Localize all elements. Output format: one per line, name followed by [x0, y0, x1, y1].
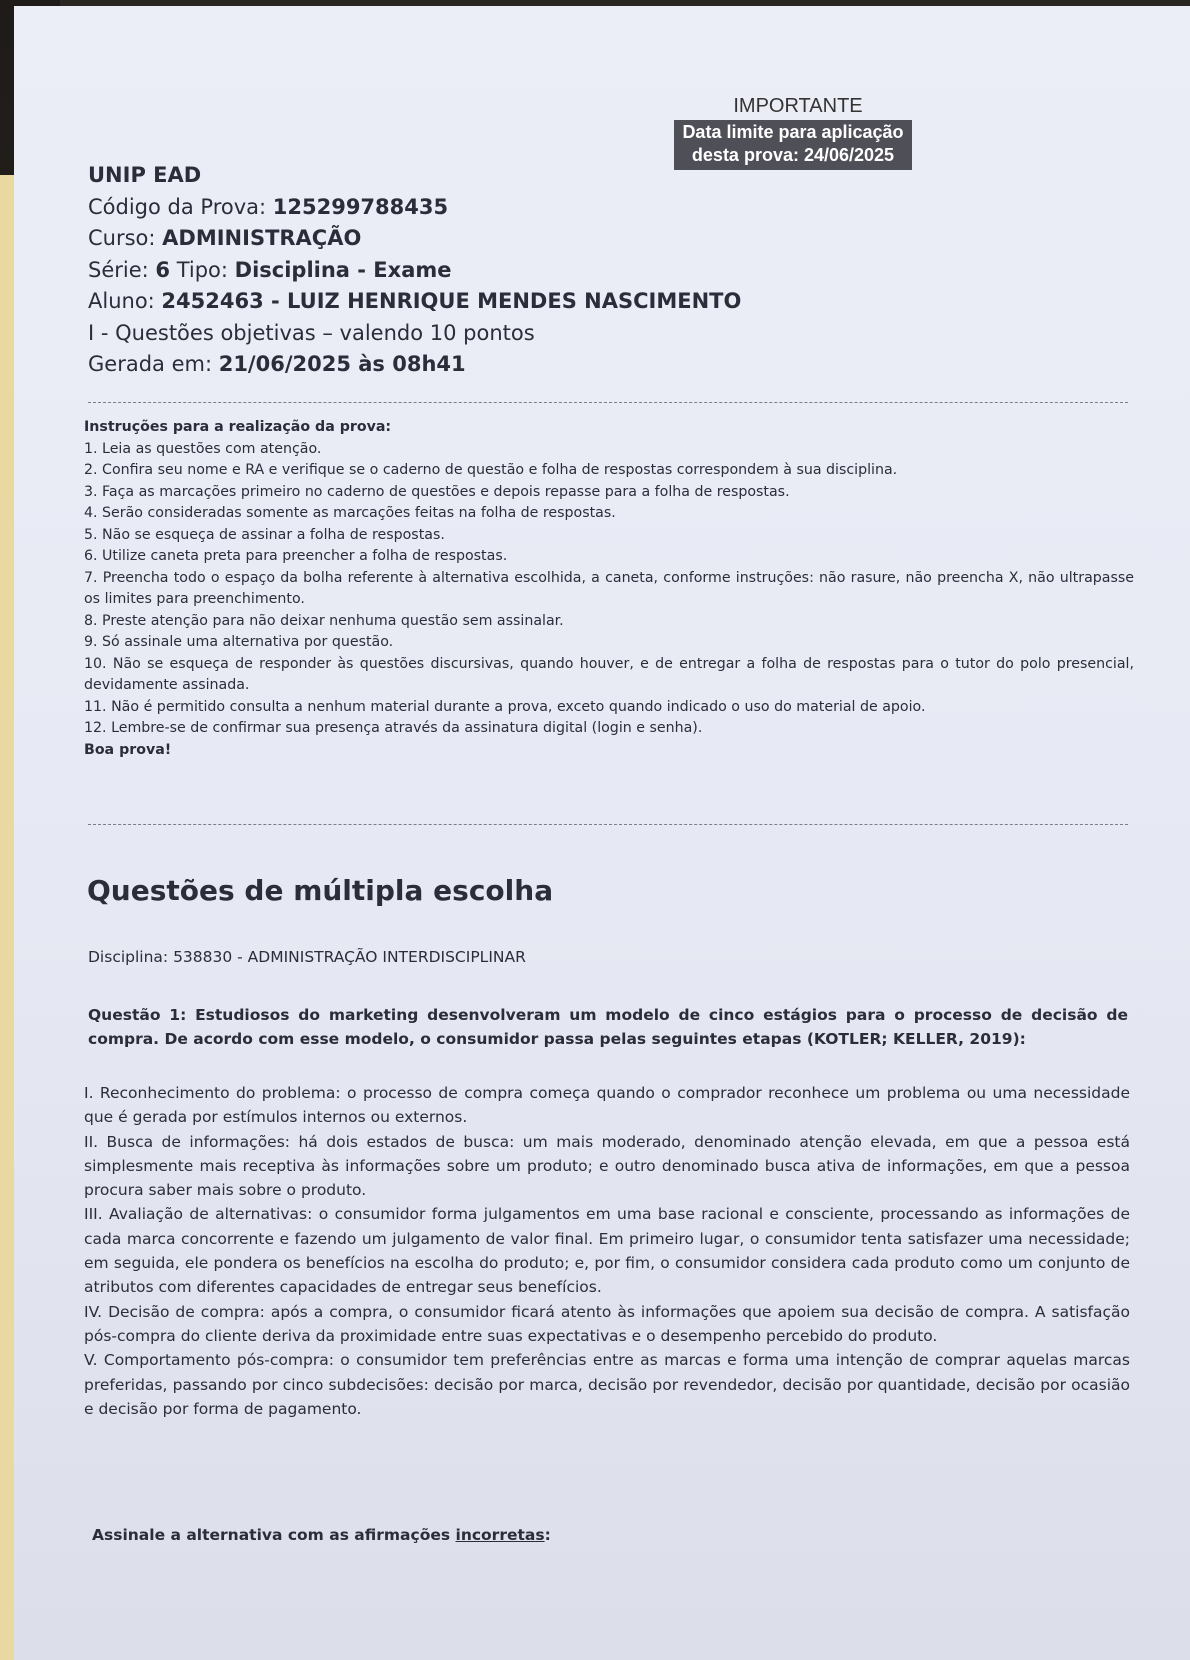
series-value: 6 — [155, 257, 171, 282]
instructions-heading: Instruções para a realização da prova: — [84, 419, 392, 435]
question-statements — [84, 1081, 1130, 1421]
section-info: I - Questões objetivas – valendo 10 pontos — [88, 320, 535, 345]
prompt-suffix: : — [544, 1526, 551, 1544]
instruction-item: 8. Preste atenção para não deixar nenhuma questão sem assinalar. — [84, 612, 564, 629]
statement-item: IV. Decisão de compra: após a compra, o consumidor ficará atento às informações que apoiem sua decisão de compra. A satisfação pós-compra do cliente deriva da proximidade entre suas expectativas e o desempenho percebido do produto. — [84, 1302, 1130, 1345]
discipline-line: Disciplina: 538830 - ADMINISTRAÇÃO INTERDISCIPLINAR — [88, 948, 526, 966]
statement-item: V. Comportamento pós-compra: o consumidor tem preferências entre as marcas e forma uma intenção de comprar aquelas marcas preferidas, passando por cinco subdecisões: decisão por marca, decisão por revendedor, decisão por quantidade, decisão por ocasião e decisão por forma de pagamento. — [84, 1351, 1130, 1418]
statement-item: III. Avaliação de alternativas: o consumidor forma julgamentos em uma base racional e consciente, processando as informações de cada marca concorrente e fazendo um julgamento de valor final. Em primeiro lugar, o consumidor tenta satisfazer uma necessidade; em seguida, ele pondera os benefícios na escolha do produto; e, por fim, o consumidor considera cada produto como um conjunto de atributos com diferentes capacidades de entregar seus benefícios. — [84, 1205, 1130, 1297]
exam-code-value: 125299788435 — [272, 194, 449, 219]
student-line — [88, 286, 741, 318]
prompt-underlined: incorretas — [455, 1526, 545, 1544]
instruction-item: 7. Preencha todo o espaço da bolha referente à alternativa escolhida, a caneta, conforme instruções: não rasure, não preencha X, não ultrapasse os limites para preenchimento. — [84, 569, 1134, 607]
instruction-item: 5. Não se esqueça de assinar a folha de respostas. — [84, 526, 445, 543]
generated-label: Gerada em: — [88, 352, 219, 376]
type-value: Disciplina - Exame — [234, 257, 452, 282]
divider-bottom — [88, 824, 1128, 825]
prompt-prefix: Assinale a alternativa com as afirmações — [92, 1526, 456, 1544]
instruction-item: 9. Só assinale uma alternativa por questão. — [84, 634, 394, 650]
course-line — [88, 223, 741, 255]
generated-value: 21/06/2025 às 08h41 — [218, 352, 466, 376]
instruction-item: 2. Confira seu nome e RA e verifique se o caderno de questão e folha de respostas correspondem à sua disciplina. — [84, 462, 898, 478]
course-label: Curso: — [88, 226, 163, 250]
statement-item: II. Busca de informações: há dois estados de busca: um mais moderado, denominado atenção elevada, em que a pessoa está simplesmente mais receptiva às informações sobre um produto; e outro denominado busca ativa de informações, em que a pessoa procura saber mais sobre o produto. — [84, 1132, 1130, 1200]
divider-top — [88, 402, 1128, 403]
series-label: Série: — [88, 257, 156, 282]
instruction-item: 11. Não é permitido consulta a nenhum material durante a prova, exceto quando indicado o uso do material de apoio. — [84, 698, 926, 715]
instruction-item: 4. Serão consideradas somente as marcações feitas na folha de respostas. — [84, 505, 616, 521]
series-line — [88, 255, 741, 287]
deadline-line-2: desta prova: 24/06/2025 — [691, 145, 895, 165]
instructions-closing: Boa prova! — [84, 741, 172, 758]
question-prompt — [92, 1526, 551, 1544]
statement-item: I. Reconhecimento do problema: o processo de compra começa quando o comprador reconhece um problema ou uma necessidade que é gerada por estímulos internos ou externos. — [84, 1084, 1130, 1127]
type-label: Tipo: — [170, 257, 235, 282]
instruction-item: 3. Faça as marcações primeiro no caderno de questões e depois repasse para a folha de respostas. — [84, 483, 790, 500]
deadline-line-1: Data limite para aplicação — [682, 122, 904, 142]
exam-code-label: Código da Prova: — [88, 194, 273, 219]
section-title: Questões de múltipla escolha — [87, 874, 554, 907]
student-label: Aluno: — [88, 289, 162, 313]
student-value: 2452463 - LUIZ HENRIQUE MENDES NASCIMENTO — [161, 289, 742, 313]
exam-paper — [14, 6, 1190, 1660]
exam-header — [88, 160, 741, 381]
exam-code-line — [88, 192, 741, 224]
important-notice — [628, 96, 1008, 170]
course-value: ADMINISTRAÇÃO — [162, 226, 362, 250]
instruction-item: 6. Utilize caneta preta para preencher a folha de respostas. — [84, 548, 508, 564]
instructions — [84, 417, 1134, 761]
instructions-list — [84, 439, 1134, 740]
instruction-item: 12. Lembre-se de confirmar sua presença através da assinatura digital (login e senha). — [84, 720, 703, 736]
institution-name: UNIP EAD — [88, 163, 202, 187]
notice-title: IMPORTANTE — [733, 95, 863, 117]
instruction-item: 1. Leia as questões com atenção. — [84, 440, 322, 457]
generated-line — [88, 349, 741, 381]
question-title: Questão 1: Estudiosos do marketing desenvolveram um modelo de cinco estágios para o processo de decisão de compra. De acordo com esse modelo, o consumidor passa pelas seguintes etapas (KOTLER; KELLER, 2019): — [88, 1006, 1128, 1048]
instruction-item: 10. Não se esqueça de responder às questões discursivas, quando houver, e de entregar a folha de respostas para o tutor do polo presencial, devidamente assinada. — [84, 655, 1134, 693]
